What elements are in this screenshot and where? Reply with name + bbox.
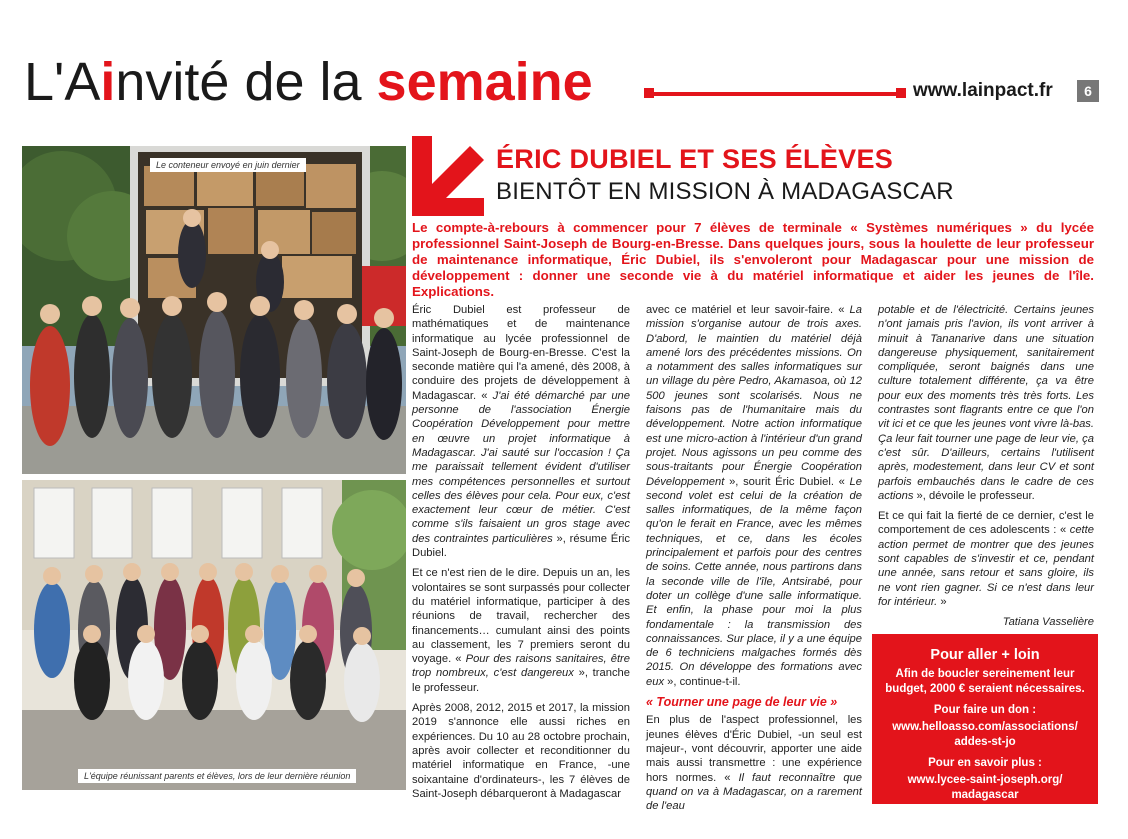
site-link[interactable]: www.lainpact.fr	[913, 80, 1053, 101]
quote: Il faut reconnaître que quand on va à Madagascar, on a rarement de l'eau	[646, 771, 862, 813]
brand-i: i	[100, 52, 116, 112]
section-subhead: « Tourner une page de leur vie »	[646, 695, 838, 710]
brand-part: nvité de la	[115, 52, 377, 112]
author-signature: Tatiana Vasselière	[1002, 616, 1094, 629]
text: »	[937, 595, 947, 608]
text: », dévoile le professeur.	[913, 489, 1035, 502]
photo-caption-top: Le conteneur envoyé en juin dernier	[150, 158, 306, 172]
article-column-1	[412, 303, 630, 807]
divider	[644, 92, 904, 96]
info-link[interactable]: www.lycee-saint-joseph.org/ madagascar	[907, 774, 1063, 801]
brand-part: L'A	[24, 52, 101, 112]
text: », résume Éric Dubiel.	[412, 532, 630, 560]
text: Et ce n'est rien de le dire. Depuis un an, les volontaires se sont surpassés pour collecter du matériel informatique, participer à des réunions de travail, rechercher des financements… cumulant ainsi des points au classement, les 7 premiers seront du voyage. «	[412, 567, 630, 666]
article-column-2	[646, 303, 862, 819]
quote: cette action permet de montrer que des jeunes sont capables de s'investir et ce, pendant une année, sans retour et sans gloire, ils ne vont rien gagner. Si ce n'est dans leur for intérieur.	[878, 524, 1094, 608]
paragraph	[878, 509, 1094, 609]
photo-team-meeting	[22, 480, 406, 790]
quote: J'ai été démarché par une personne de l'association Énergie Coopération Développement pour mettre en œuvre un projet informatique à Madagascar. J'ai sauté sur l'occasion ! Ça me paraissait tellement évident d'utiliser mes compétences personnelles et surtout celles des élèves pour cela. Pour eux, c'est exactement leur cœur de métier. C'est comme s'ils faisaient un gros stage avec des contraintes particulières	[412, 389, 630, 545]
photo-container-group	[22, 146, 406, 474]
info-label: Pour en savoir plus :	[928, 757, 1042, 769]
paragraph	[878, 303, 1094, 503]
rule-end	[896, 88, 906, 98]
text: », continue-t-il.	[664, 675, 741, 688]
text: En plus de l'aspect professionnel, les jeunes élèves d'Éric Dubiel, -un seul est majeur-, vont découvrir, apporter une aide mais aussi transmettre : une expérience hors normes. «	[646, 714, 862, 784]
paragraph	[412, 303, 630, 560]
article-lede: Le compte-à-rebours à commencer pour 7 élèves de terminale « Systèmes numériques » du lycée professionnel Saint-Joseph de Bourg-en-Bresse. Dans quelques jours, sous la houlette de leur professeur de maintenance informatique, Éric Dubiel, ils s'envoleront pour Madagascar pour une mission de développement : donner une seconde vie à du matériel informatique et aider les jeunes de l'île. Explications.	[412, 220, 1094, 299]
quote: potable et de l'électricité. Certains jeunes n'ont jamais pris l'avion, ils vont arriver à minuit à Tananarive dans une situation dangereuse physiquement, sanitairement compliquée, seront baignés dans une culture totalement différente, ça va être pour eux des moments très très forts. Les contrastes sont flagrants entre ce que l'on vit ici et ce que les jeunes vont vivre là-bas. Ça leur fait tourner une page de leur vie, ça c'est sûr. D'ailleurs, certains l'utilisent après, modestement, dans leur CV et sont parfois embauchés dans le cadre de ces actions	[878, 304, 1094, 502]
paragraph	[646, 303, 862, 689]
quote: La mission s'organise autour de trois axes. D'abord, le maintien du matériel déjà amené lors des précédentes missions. On a notamment des salles informatiques sur un village du père Pedro, Akamasoa, où 12 500 jeunes sont scolarisés. Nous ne faisons pas de l'humanitaire mais du développement. Notre action informatique est une micro-action à l'intérieur d'un grand projet. Nous agissons un peu comme des sous-traitants pour Énergie Coopération Développement	[646, 304, 862, 488]
info-box-budget: Afin de boucler sereinement leur budget, 2000 € seraient nécessaires.	[885, 668, 1085, 695]
paragraph: Après 2008, 2012, 2015 et 2017, la mission 2019 s'annonce elle aussi riches en expériences. Du 10 au 28 octobre prochain, après avoir collecter et reconditionner du matériel informatique en France, -une soixantaine d'ordinateurs-, les 7 élèves de Saint-Joseph débarqueront à Madagascar	[412, 702, 630, 800]
text: Éric Dubiel est professeur de mathématiques et de maintenance informatique au lycée professionnel de Saint-Joseph de Bourg-en-Bresse. C'est la seconde matière qui l'a amené, dès 2008, à conduire des projets de développement à Madagascar. «	[412, 304, 630, 402]
text: avec ce matériel et leur savoir-faire. «	[646, 304, 850, 316]
donate-link[interactable]: www.helloasso.com/associations/ addes-st-jo	[892, 721, 1078, 748]
paragraph	[412, 566, 630, 695]
article-subheadline: BIENTÔT EN MISSION À MADAGASCAR	[496, 178, 954, 205]
brand-semaine: semaine	[376, 52, 593, 112]
text: Et ce qui fait la fierté de ce dernier, c'est le comportement de ces adolescents : «	[878, 510, 1094, 537]
donate-label: Pour faire un don :	[933, 704, 1037, 716]
photo-caption-bottom: L'équipe réunissant parents et élèves, lors de leur dernière réunion	[78, 769, 356, 783]
paragraph	[646, 713, 862, 813]
quote: Le second volet est celui de la création de salles informatiques, de la même façon qu'on le ferait en France, avec les mêmes techniques, et ce, dans les écoles principalement et parfois pour des centres de soins. Cette année, nous partirons dans la seconde ville de l'île, Antsirabé, pour doter un collège d'une salle informatique. Et enfin, la phase pour moi la plus fondamentale : la transmission des connaissances. Sur place, il y a une équipe de 6 techniciens malgaches formés dès 2015. On développe des formations avec eux	[646, 475, 862, 688]
masthead	[0, 0, 1128, 130]
text: », sourit Éric Dubiel. «	[724, 475, 850, 488]
text: », tranche le professeur.	[412, 667, 630, 694]
page-title	[24, 52, 593, 112]
info-box	[872, 634, 1098, 804]
article-column-3	[878, 303, 1094, 630]
article-headline: ÉRIC DUBIEL ET SES ÉLÈVES	[496, 144, 894, 174]
arrow-down-left-icon	[412, 136, 484, 216]
info-box-title: Pour aller + loin	[930, 647, 1040, 663]
quote: Pour des raisons sanitaires, être trop nombreux, c'est dangereux	[412, 653, 631, 680]
page-number-badge: 6	[1077, 80, 1099, 102]
